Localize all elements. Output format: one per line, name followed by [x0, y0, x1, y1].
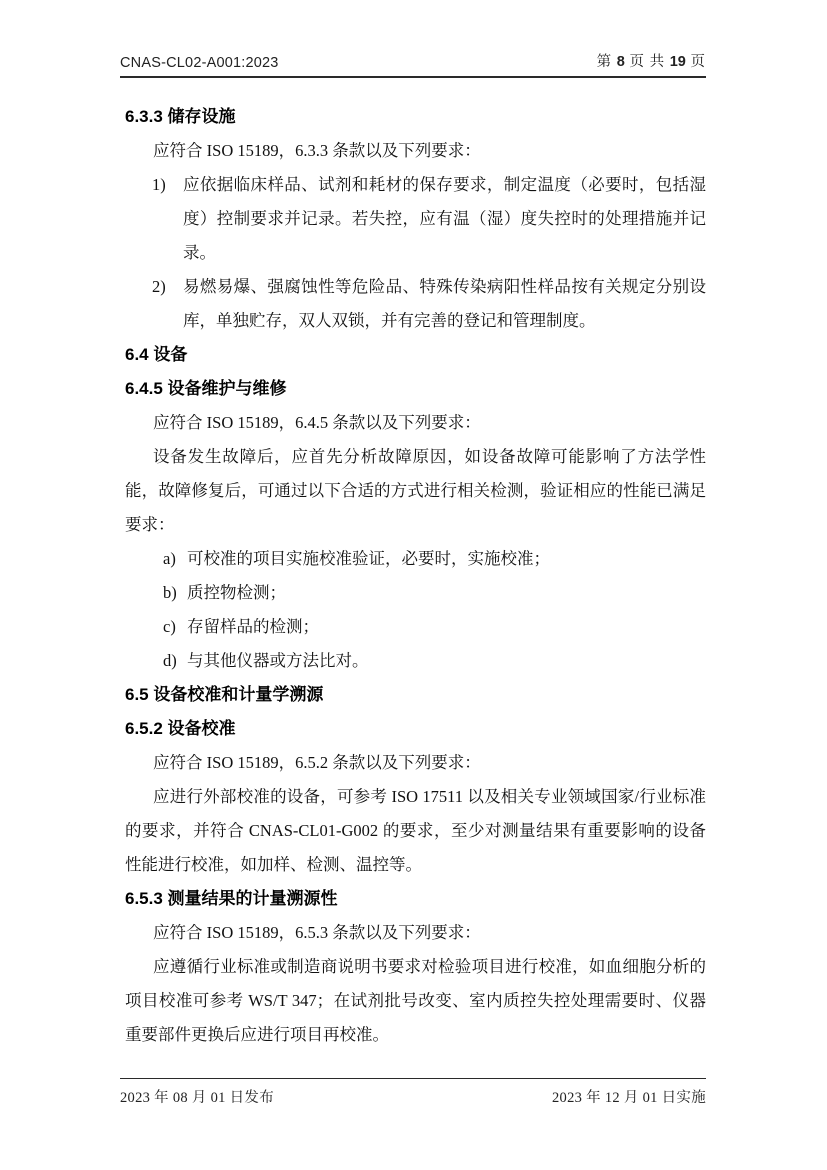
page-footer: [120, 1078, 706, 1107]
paragraph-requirements-6-5-3: 应符合 ISO 15189，6.5.3 条款以及下列要求：: [153, 923, 481, 942]
paragraph-equipment-failure: 设备发生故障后，应首先分析故障原因，如设备故障可能影响了方法学性能，故障修复后，可通过以下合适的方式进行相关检测，验证相应的性能已满足要求：: [125, 447, 706, 534]
lettered-list-item-d: [163, 644, 706, 678]
paragraph-recalibration: 应遵循行业标准或制造商说明书要求对检验项目进行校准，如血细胞分析的项目校准可参考 WS/T 347；在试剂批号改变、室内质控失控处理需要时、仪器重要部件更换后应进行项目再校准。: [125, 957, 706, 1044]
list-item-text: 易燃易爆、强腐蚀性等危险品、特殊传染病阳性样品按有关规定分别设库，单独贮存，双人双锁，并有完善的登记和管理制度。: [183, 277, 706, 330]
document-number: CNAS-CL02-A001:2023: [120, 55, 279, 71]
list-marker: 2): [152, 277, 166, 296]
page-header: [120, 50, 706, 78]
numbered-list-item-2: [152, 270, 706, 338]
list-marker: c): [163, 617, 176, 636]
list-marker: a): [163, 549, 176, 568]
list-item-text: 可校准的项目实施校准验证，必要时，实施校准；: [187, 549, 550, 568]
section-heading-6-5: 6.5 设备校准和计量学溯源: [125, 685, 324, 704]
page-current: 8: [616, 54, 625, 70]
lettered-list-item-b: [163, 576, 706, 610]
section-heading-6-4: 6.4 设备: [125, 345, 188, 364]
list-marker: 1): [152, 175, 166, 194]
numbered-list-item-1: [152, 168, 706, 270]
implementation-date: 2023 年 12 月 01 日实施: [551, 1090, 706, 1106]
list-marker: b): [163, 583, 177, 602]
lettered-list-item-c: [163, 610, 706, 644]
section-heading-6-4-5: 6.4.5 设备维护与维修: [125, 379, 287, 398]
section-heading-6-3-3: 6.3.3 储存设施: [125, 107, 236, 126]
page-indicator: [597, 50, 706, 71]
lettered-list-item-a: [163, 542, 706, 576]
page-middle: 页 共: [624, 54, 670, 70]
page-total: 19: [669, 54, 686, 70]
paragraph-requirements-6-4-5: 应符合 ISO 15189，6.4.5 条款以及下列要求：: [153, 413, 481, 432]
list-item-text: 存留样品的检测；: [187, 617, 319, 636]
paragraph-requirements-6-5-2: 应符合 ISO 15189，6.5.2 条款以及下列要求：: [153, 753, 481, 772]
section-heading-6-5-3: 6.5.3 测量结果的计量溯源性: [125, 889, 338, 908]
list-marker: d): [163, 651, 177, 670]
page-prefix: 第: [596, 54, 617, 70]
document-body: [125, 100, 706, 1052]
paragraph-requirements-6-3-3: 应符合 ISO 15189，6.3.3 条款以及下列要求：: [153, 141, 481, 160]
paragraph-external-calibration: 应进行外部校准的设备，可参考 ISO 17511 以及相关专业领域国家/行业标准的要求，并符合 CNAS-CL01-G002 的要求，至少对测量结果有重要影响的设备性能进行校准，如加样、检测、温控等。: [125, 787, 706, 874]
list-item-text: 与其他仪器或方法比对。: [187, 651, 369, 670]
list-item-text: 质控物检测；: [187, 583, 286, 602]
section-heading-6-5-2: 6.5.2 设备校准: [125, 719, 236, 738]
issue-date: 2023 年 08 月 01 日发布: [120, 1090, 275, 1106]
page-suffix: 页: [685, 54, 706, 70]
list-item-text: 应依据临床样品、试剂和耗材的保存要求，制定温度（必要时，包括湿度）控制要求并记录。若失控，应有温（湿）度失控时的处理措施并记录。: [183, 175, 706, 262]
